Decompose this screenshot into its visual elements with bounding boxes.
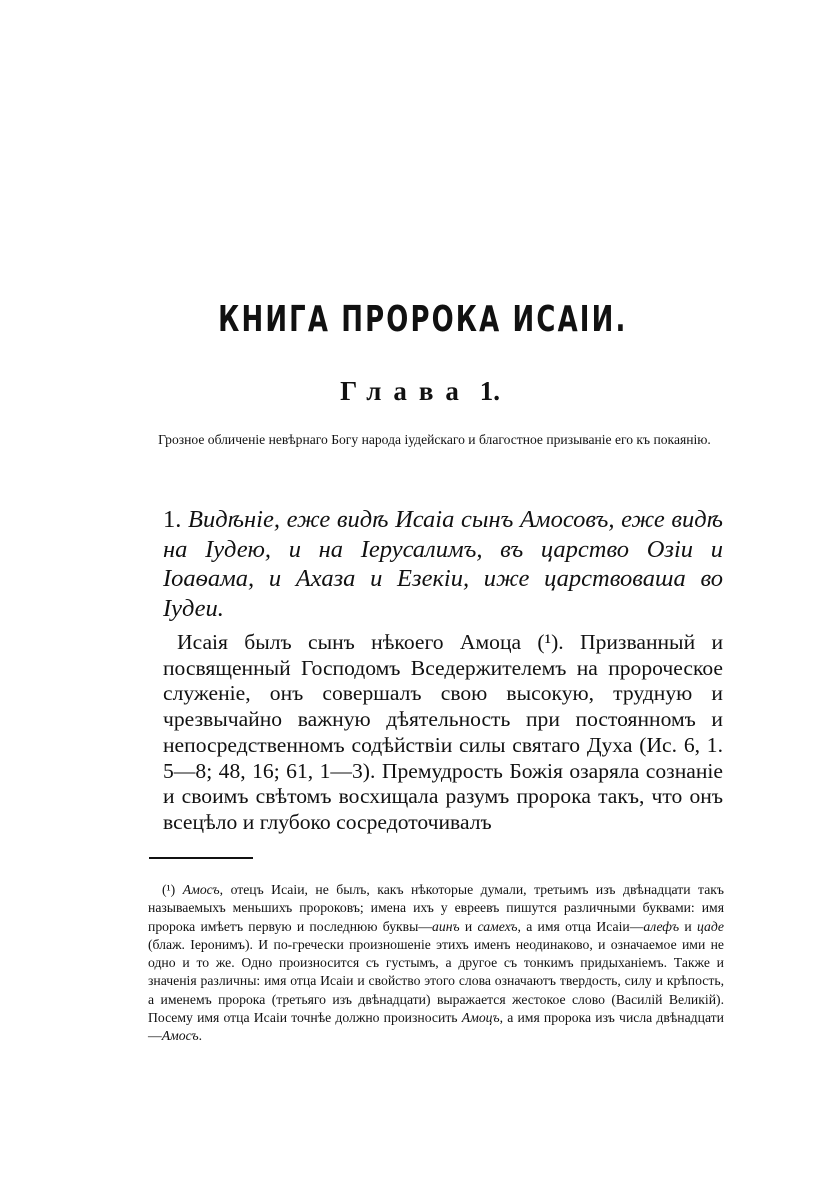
- verse-text: Видѣнiе, еже видѣ Исаiа сынъ Амосовъ, еже видѣ на Iудею, и на Iерусалимъ, въ царство Озiи и Iоаѳама, и Ахаза и Езекiи, иже царствоваша во Iудеи.: [163, 506, 723, 622]
- footnote-italic-term: Амосъ: [182, 882, 220, 897]
- footnote-italic-term: алефъ: [643, 918, 680, 934]
- footnote: [148, 881, 724, 1046]
- footnote-italic-term: аинъ: [432, 918, 460, 934]
- footnote-separator: [149, 857, 253, 859]
- footnote-body: [148, 882, 724, 1043]
- chapter-word: Глава: [340, 376, 471, 406]
- footnote-text: .: [198, 1028, 203, 1044]
- verse-number: 1.: [163, 506, 182, 533]
- verse: [163, 505, 723, 623]
- footnote-text: (блаж. Iеронимъ). И по-гречески произношенiе этихъ именъ неодинаково, и означаемое ими не одно и то же. Одно произносится съ густымъ, а другое съ тонкимъ придыханiемъ. Также и значенiя различны: имя отца Исаiи и свойство этого слова означаютъ твердость, силу и крѣпость, а именемъ пророка (третьяго изъ двѣнадцати) выражается жестокое слово (Василiй Великiй). Посему имя отца Исаiи точнѣе должно произносить: [148, 936, 724, 1026]
- footnote-italic-term: Амосъ: [161, 1028, 199, 1044]
- footnote-marker: (¹): [162, 882, 176, 897]
- footnote-text: и: [679, 918, 697, 934]
- footnote-italic-term: самехъ: [477, 918, 518, 934]
- footnote-text: , отецъ Исаiи, не былъ, какъ нѣкоторые думали, третьимъ изъ двѣнадцати такъ называемыхъ меньшихъ пророковъ; имена ихъ у евреевъ пишутся различными буквами: имя пророка имѣетъ первую и последнюю буквы—: [148, 882, 724, 934]
- footnote-italic-term: Амоцъ: [461, 1010, 500, 1026]
- commentary-paragraph: Исаiя былъ сынъ нѣкоего Амоца (¹). Призванный и посвященный Господомъ Вседержителемъ на пророческое служенiе, онъ совершалъ свою высокую, трудную и чрезвычайно важную дѣятельность при постоянномъ и непосредственномъ содѣйствiи силы святаго Духа (Ис. 6, 1. 5—8; 48, 16; 61, 1—3). Премудрость Божiя озаряла сознанiе и своимъ свѣтомъ восхищала разумъ пророка такъ, что онъ всецѣло и глубоко сосредоточивалъ: [163, 630, 723, 834]
- book-title: КНИГА ПРОРОКА ИСАIИ.: [218, 299, 628, 340]
- footnote-text: , а имя пророка изъ числа двѣнадцати—: [148, 1010, 724, 1044]
- chapter-number: 1.: [479, 376, 500, 406]
- footnote-text: и: [459, 918, 478, 934]
- footnote-italic-term: цаде: [696, 918, 724, 934]
- chapter-summary: Грозное обличенiе невѣрнаго Богу народа iудейскаго и благостное призыванiе его къ покаянiю.: [158, 432, 711, 447]
- footnote-text: , а имя отца Исаiи—: [517, 918, 644, 934]
- chapter-heading: [0, 378, 840, 405]
